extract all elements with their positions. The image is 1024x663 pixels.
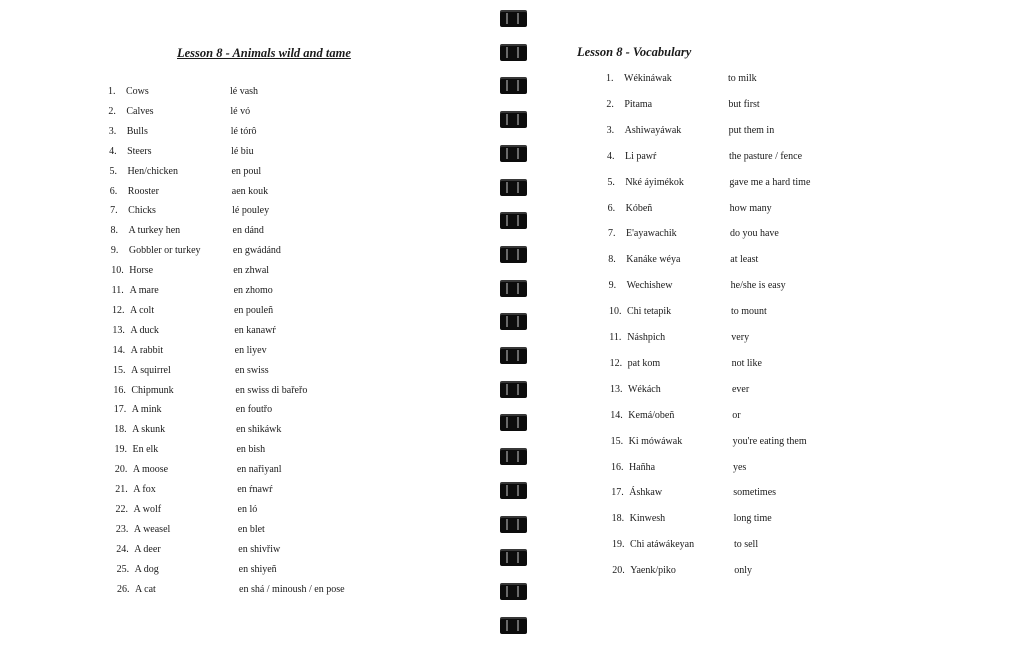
item-term: Steers	[127, 145, 152, 157]
item-translation: en poul	[231, 165, 262, 177]
item-translation: en shiyeñ	[238, 563, 277, 575]
list-item	[112, 344, 267, 357]
item-term: Kinwesh	[629, 513, 666, 525]
item-term: A colt	[129, 304, 155, 316]
item-term: A moose	[132, 464, 169, 476]
list-item	[111, 304, 274, 317]
list-item	[609, 383, 750, 396]
item-term: A mare	[129, 285, 159, 296]
item-number: 1.	[606, 73, 614, 84]
list-item	[607, 228, 779, 240]
binding-coil	[500, 617, 527, 634]
item-number: 26.	[117, 583, 130, 595]
list-item	[117, 583, 345, 596]
item-number: 1.	[108, 86, 116, 97]
item-number: 15.	[113, 364, 126, 376]
item-term: Nké áyimékok	[625, 176, 684, 188]
left-page	[0, 0, 495, 663]
item-number: 7.	[110, 205, 118, 217]
item-term: Cows	[126, 86, 149, 97]
item-translation: only	[734, 565, 753, 577]
item-translation: en shikáwk	[236, 424, 282, 436]
item-term: A skunk	[132, 424, 166, 436]
item-number: 21.	[115, 484, 128, 495]
item-number: 2.	[108, 105, 116, 117]
binding-coil	[500, 313, 527, 330]
item-translation: en liyev	[234, 344, 267, 356]
item-translation: en nařiyanl	[236, 464, 282, 476]
item-translation: en shivřiw	[238, 543, 281, 555]
item-translation: en swiss di bařeřo	[235, 384, 308, 396]
item-term: pat kom	[627, 357, 661, 369]
list-item	[109, 165, 262, 178]
item-translation: en gwádánd	[232, 245, 281, 257]
item-translation: en dánd	[232, 225, 264, 237]
item-translation: en shá / minoush / en pose	[239, 583, 345, 595]
list-item	[114, 444, 266, 456]
item-number: 2.	[606, 98, 614, 110]
item-term: A squirrel	[131, 364, 171, 376]
binding-coil	[500, 145, 527, 162]
item-term: Chi tetapik	[626, 306, 672, 318]
list-item	[113, 384, 308, 397]
item-translation: lé vash	[230, 86, 259, 97]
item-translation: lé pouley	[232, 205, 270, 217]
binding-coil	[500, 414, 527, 431]
item-term: Wékináwak	[624, 73, 672, 84]
item-translation: put them in	[728, 124, 775, 136]
item-number: 24.	[116, 543, 129, 555]
list-item	[111, 265, 270, 277]
binding-coil	[500, 77, 527, 94]
binding-coil	[500, 448, 527, 465]
list-item	[108, 86, 259, 98]
item-term: A rabbit	[130, 344, 164, 356]
list-item	[608, 254, 759, 266]
item-number: 5.	[109, 165, 117, 177]
list-item	[610, 435, 807, 448]
list-item	[612, 565, 753, 577]
item-translation: do you have	[729, 228, 779, 240]
binding-coil	[500, 583, 527, 600]
list-item	[112, 324, 276, 337]
list-item	[111, 285, 273, 297]
list-item	[115, 503, 258, 516]
item-number: 12.	[111, 304, 125, 316]
binding-coil	[500, 44, 527, 61]
binding-coil	[500, 381, 527, 398]
list-item	[114, 464, 282, 476]
list-item	[110, 205, 270, 217]
item-term: Áshkaw	[629, 487, 663, 499]
item-number: 11.	[111, 285, 124, 296]
item-translation: en pouleñ	[233, 304, 274, 316]
item-term: A mink	[131, 404, 162, 416]
item-term: Rooster	[127, 185, 159, 197]
item-translation: en zhwal	[233, 265, 270, 277]
list-item	[611, 539, 759, 551]
item-translation: to sell	[733, 539, 759, 551]
item-number: 14.	[112, 344, 126, 356]
item-number: 20.	[612, 565, 625, 577]
item-translation: to milk	[728, 73, 757, 84]
item-translation: to mount	[730, 306, 767, 318]
item-term: A cat	[135, 583, 156, 595]
list-item	[116, 563, 277, 576]
item-term: Li pawŕ	[624, 150, 657, 162]
item-number: 18.	[611, 513, 625, 525]
item-number: 9.	[608, 280, 617, 292]
item-translation: gave me a hard time	[729, 176, 811, 188]
item-number: 22.	[115, 503, 129, 515]
list-item	[609, 357, 762, 370]
item-number: 6.	[607, 202, 616, 214]
item-term: Hañha	[628, 461, 656, 473]
list-item	[109, 145, 254, 158]
item-term: Kóbeñ	[625, 202, 653, 214]
item-translation: lé biu	[231, 145, 254, 157]
item-term: Pitama	[624, 98, 653, 110]
item-translation: long time	[733, 513, 772, 525]
item-number: 4.	[606, 150, 615, 162]
item-number: 10.	[111, 265, 124, 277]
item-term: A deer	[134, 543, 161, 555]
item-term: Wékách	[627, 383, 661, 395]
item-translation: he/she is easy	[730, 280, 786, 292]
item-translation: en bish	[236, 444, 266, 456]
item-number: 19.	[114, 444, 127, 456]
list-item	[611, 513, 772, 525]
item-term: A fox	[133, 484, 156, 495]
item-translation: you're eating them	[732, 435, 807, 447]
item-translation: lé vó	[230, 105, 251, 117]
binding-coil	[500, 111, 527, 128]
left-page-title: Lesson 8 - Animals wild and tame	[177, 46, 351, 60]
list-item	[109, 185, 269, 198]
binding-coil	[500, 549, 527, 566]
item-number: 16.	[113, 384, 126, 396]
list-item	[114, 424, 282, 436]
item-translation: aen kouk	[231, 185, 269, 197]
list-item	[110, 245, 281, 257]
item-translation: the pasture / fence	[728, 150, 803, 162]
item-translation: en swiss	[235, 364, 269, 376]
item-term: Chi atáwákeyan	[629, 539, 695, 551]
item-number: 25.	[116, 563, 130, 575]
item-term: E'ayawachik	[625, 228, 677, 240]
item-term: Yaenk/piko	[630, 565, 676, 577]
item-number: 17.	[113, 404, 127, 416]
list-item	[607, 202, 772, 215]
list-item	[110, 225, 264, 237]
item-term: Chicks	[128, 205, 156, 217]
item-translation: not like	[731, 357, 762, 369]
item-term: A turkey hen	[128, 225, 181, 237]
item-number: 8.	[608, 254, 616, 266]
item-number: 18.	[114, 424, 127, 436]
item-translation: en blet	[237, 523, 265, 535]
list-item	[115, 523, 265, 536]
item-term: En elk	[132, 444, 159, 456]
list-item	[607, 176, 811, 189]
item-term: A dog	[134, 563, 159, 575]
item-term: Ashiwayáwak	[624, 124, 682, 136]
item-number: 3.	[108, 125, 117, 137]
list-item	[108, 125, 257, 138]
item-number: 16.	[610, 461, 624, 473]
item-translation: very	[731, 332, 750, 343]
item-translation: yes	[732, 461, 747, 473]
item-number: 7.	[607, 228, 616, 240]
item-number: 13.	[609, 383, 623, 395]
binding-coil	[500, 516, 527, 533]
binding-coil	[500, 280, 527, 297]
list-item	[606, 150, 803, 163]
item-term: Horse	[129, 265, 154, 277]
list-item	[611, 487, 777, 499]
item-translation: at least	[730, 254, 759, 266]
list-item	[606, 73, 757, 85]
binding-coil	[500, 482, 527, 499]
binding-coil	[500, 212, 527, 229]
list-item	[115, 484, 273, 496]
item-term: Chipmunk	[131, 384, 174, 396]
spiral-binding	[497, 0, 531, 663]
item-term: A weasel	[133, 523, 171, 535]
item-term: Kemá/obeñ	[628, 409, 675, 421]
item-term: A wolf	[133, 503, 162, 515]
item-number: 4.	[109, 145, 117, 157]
item-translation: en kanawŕ	[234, 324, 276, 336]
list-item	[113, 364, 269, 377]
item-term: Wechishew	[626, 280, 673, 292]
list-item	[116, 543, 281, 556]
item-number: 13.	[112, 324, 125, 336]
item-number: 15.	[610, 435, 624, 447]
item-number: 9.	[110, 245, 119, 257]
item-translation: sometimes	[733, 487, 777, 499]
item-translation: but first	[728, 98, 760, 110]
list-item	[608, 280, 786, 292]
list-item	[606, 98, 760, 111]
list-item	[108, 105, 251, 118]
item-number: 5.	[607, 176, 615, 188]
item-number: 3.	[606, 124, 615, 136]
item-term: Bulls	[126, 125, 148, 137]
list-item	[610, 409, 741, 422]
item-term: Hen/chicken	[127, 165, 178, 177]
item-term: Gobbler or turkey	[128, 245, 201, 257]
item-number: 23.	[115, 523, 129, 535]
item-term: Náshpich	[627, 332, 666, 343]
item-number: 14.	[610, 409, 623, 421]
item-translation: en foutřo	[235, 404, 273, 416]
item-term: Calves	[126, 105, 154, 117]
item-term: Kanáke wéya	[626, 254, 681, 266]
item-number: 19.	[611, 539, 625, 551]
item-translation: lé tórô	[230, 125, 257, 137]
binding-coil	[500, 179, 527, 196]
item-number: 11.	[609, 332, 622, 343]
list-item	[606, 124, 775, 137]
item-number: 17.	[611, 487, 624, 499]
item-translation: en ŕnawŕ	[237, 484, 273, 495]
list-item	[608, 306, 767, 318]
item-number: 8.	[110, 225, 119, 237]
item-number: 6.	[109, 185, 118, 197]
right-page-title: Lesson 8 - Vocabulary	[577, 45, 692, 59]
binding-coil	[500, 246, 527, 263]
item-term: A duck	[130, 324, 159, 336]
binding-coil	[500, 347, 527, 364]
list-item	[610, 461, 747, 474]
item-translation: how many	[729, 202, 772, 214]
item-translation: en zhomo	[233, 285, 273, 296]
list-item	[609, 332, 750, 344]
item-translation: ever	[731, 383, 750, 395]
item-number: 12.	[609, 357, 623, 369]
item-term: Ki mówáwak	[628, 435, 683, 447]
right-page	[530, 0, 1024, 663]
list-item	[113, 404, 273, 416]
item-translation: or	[732, 409, 741, 421]
item-number: 20.	[114, 464, 128, 476]
item-number: 10.	[608, 306, 622, 318]
binding-coil	[500, 10, 527, 27]
item-translation: en ló	[237, 503, 258, 515]
